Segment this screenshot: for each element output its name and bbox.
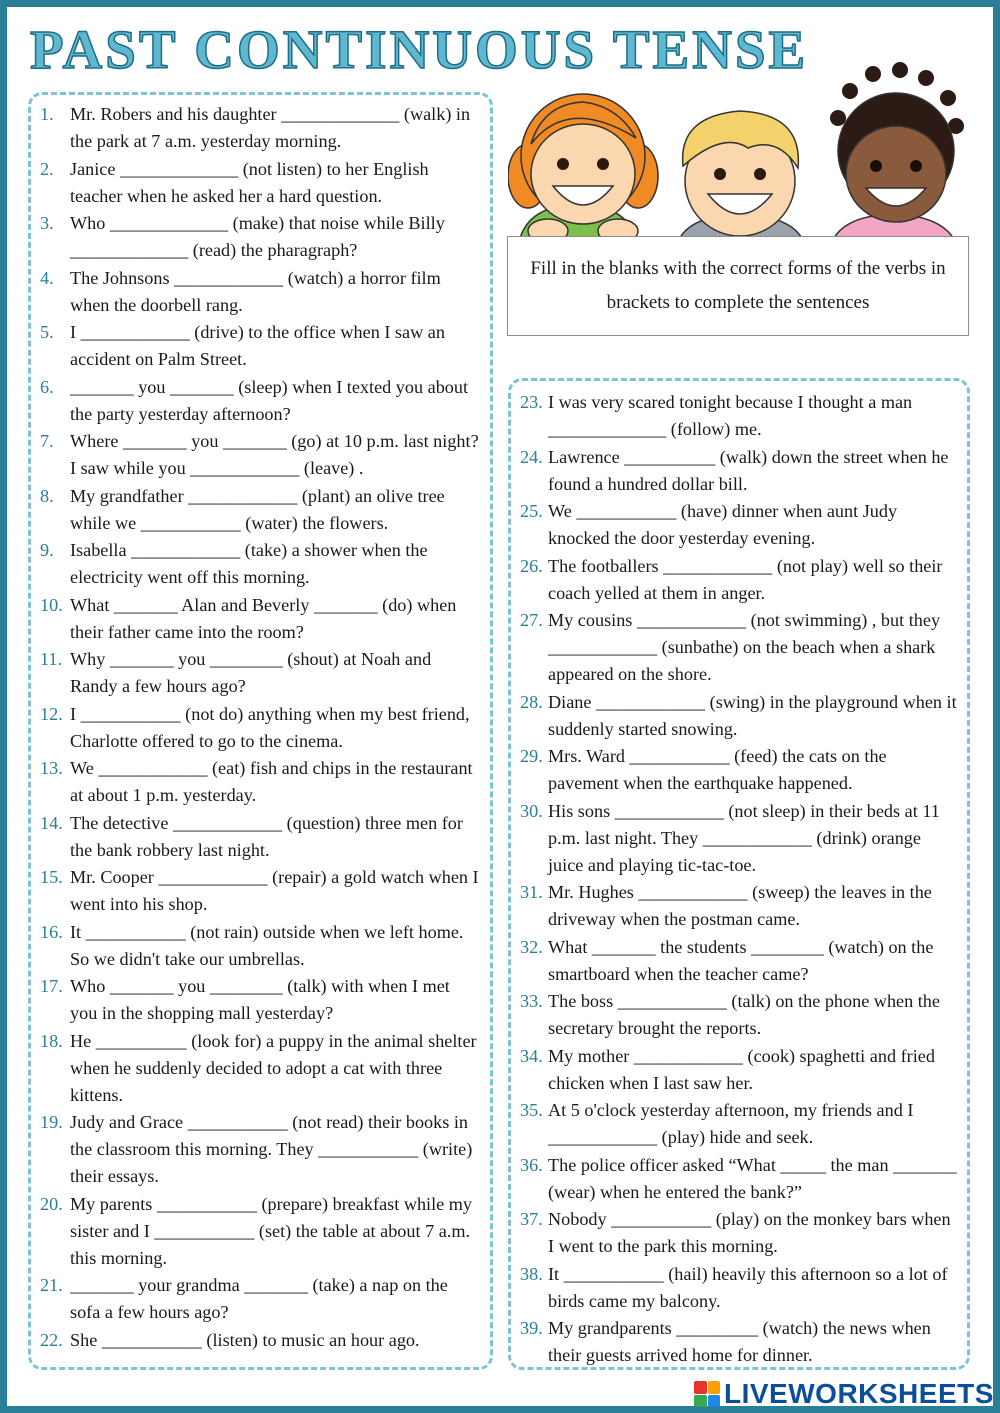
question-number: 38. [520,1263,543,1284]
question-text: We ____________ (eat) fish and chips in the restaurant at about 1 p.m. yesterday. [70,758,473,805]
question-number: 36. [520,1154,543,1175]
question-number: 10. [40,594,63,615]
boy-middle-figure [676,111,806,248]
question-item [40,1191,480,1272]
question-text: Mr. Robers and his daughter _____________ (walk) in the park at 7 a.m. yesterday morning. [70,104,471,151]
question-item [40,701,480,755]
question-number: 4. [40,267,54,288]
question-item [40,919,480,973]
question-number: 27. [520,610,543,630]
question-number: 1. [40,104,54,124]
question-item [520,1097,960,1151]
question-item [40,210,480,264]
question-number: 14. [40,812,63,833]
question-item [40,1327,480,1354]
question-number: 22. [40,1329,63,1350]
question-item [40,1109,480,1190]
question-item [40,156,480,210]
question-number: 31. [520,882,543,902]
question-number: 6. [40,376,54,397]
question-text: The boss ____________ (talk) on the phone when the secretary brought the reports. [548,991,940,1038]
question-text: What _______ Alan and Beverly _______ (do) when their father came into the room? [70,594,457,642]
worksheet-title: PAST CONTINUOUS TENSE [30,19,809,80]
question-text: Why _______ you ________ (shout) at Noah and Randy a few hours ago? [70,649,432,696]
question-item [520,743,960,797]
question-text: The Johnsons ____________ (watch) a horror film when the doorbell rang. [70,267,441,315]
question-text: His sons ____________ (not sleep) in their beds at 11 p.m. last night. They ____________ (drink) orange juice and playing tic-tac-toe. [548,800,940,875]
question-item [40,592,480,646]
question-text: Mr. Hughes ____________ (sweep) the leaves in the driveway when the postman came. [548,882,932,929]
question-number: 28. [520,691,543,712]
question-number: 12. [40,703,63,724]
question-text: _______ you _______ (sleep) when I texted you about the party yesterday afternoon? [70,376,469,424]
question-item [40,374,480,428]
question-number: 21. [40,1275,63,1295]
question-text: It ___________ (hail) heavily this afternoon so a lot of birds came my balcony. [548,1263,948,1311]
question-item [40,646,480,700]
left-question-list [40,101,480,1354]
question-item [520,1152,960,1206]
question-number: 7. [40,431,54,451]
question-number: 29. [520,746,543,766]
question-item [40,537,480,591]
question-text: The footballers ____________ (not play) well so their coach yelled at them in anger. [548,555,943,603]
question-text: My grandparents _________ (watch) the news when their guests arrived home for dinner. [548,1318,931,1365]
question-item [520,444,960,498]
question-item [40,755,480,809]
question-text: Janice _____________ (not listen) to her English teacher when he asked her a hard question. [70,158,429,206]
question-item [520,934,960,988]
question-number: 2. [40,158,54,179]
question-text: At 5 o'clock yesterday afternoon, my friends and I ____________ (play) hide and seek. [548,1100,914,1147]
question-item [520,879,960,933]
question-item [40,319,480,373]
question-number: 18. [40,1030,63,1051]
question-item [40,265,480,319]
question-item [40,973,480,1027]
question-text: Lawrence __________ (walk) down the street when he found a hundred dollar bill. [548,446,949,494]
question-text: It ___________ (not rain) outside when we left home. So we didn't take our umbrellas. [70,921,464,969]
question-number: 20. [40,1193,63,1214]
question-text: Nobody ___________ (play) on the monkey bars when I went to the park this morning. [548,1209,951,1256]
question-item [520,1315,960,1369]
question-text: The detective ____________ (question) three men for the bank robbery last night. [70,812,463,860]
question-item [40,101,480,155]
question-text: I ____________ (drive) to the office when I saw an accident on Palm Street. [70,322,445,369]
question-item [520,689,960,743]
question-text: My cousins ____________ (not swimming) , but they ____________ (sunbathe) on the beach when a shark appeared on the shore. [548,610,941,684]
girl-right-figure [830,62,964,248]
question-number: 24. [520,446,543,467]
question-number: 32. [520,936,543,957]
question-number: 34. [520,1045,543,1066]
question-number: 25. [520,501,543,521]
question-number: 33. [520,991,543,1011]
question-text: Judy and Grace ___________ (not read) their books in the classroom this morning. They ___________ (write) their essays. [70,1112,473,1186]
question-item [40,483,480,537]
question-number: 8. [40,485,54,506]
question-text: My grandfather ____________ (plant) an olive tree while we ___________ (water) the flowers. [70,485,445,533]
question-number: 35. [520,1100,543,1120]
question-item [520,607,960,688]
question-number: 19. [40,1112,63,1132]
question-item [40,864,480,918]
question-text: Mr. Cooper ____________ (repair) a gold watch when I went into his shop. [70,867,479,914]
question-text: Isabella ____________ (take) a shower when the electricity went off this morning. [70,540,428,587]
question-item [40,428,480,482]
question-item [40,1028,480,1109]
question-item [520,988,960,1042]
question-item [520,1261,960,1315]
question-text: My parents ___________ (prepare) breakfast while my sister and I ___________ (set) the table at about 7 a.m. this morning. [70,1193,473,1268]
question-text: _______ your grandma _______ (take) a nap on the sofa a few hours ago? [70,1275,448,1322]
right-question-list [520,389,960,1370]
question-text: She ___________ (listen) to music an hour ago. [70,1329,420,1350]
question-item [520,498,960,552]
question-number: 23. [520,392,543,412]
instructions-box: Fill in the blanks with the correct forms of the verbs in brackets to complete the sentences [507,236,969,336]
question-text: Mrs. Ward ___________ (feed) the cats on the pavement when the earthquake happened. [548,746,887,793]
question-text: I was very scared tonight because I thought a man _____________ (follow) me. [548,392,913,439]
question-text: Who _______ you ________ (talk) with when I met you in the shopping mall yesterday? [70,976,450,1023]
question-number: 15. [40,867,63,887]
question-number: 16. [40,921,63,942]
question-number: 39. [520,1318,543,1338]
question-text: Who _____________ (make) that noise while Billy _____________ (read) the pharagraph? [70,213,445,260]
question-text: We ___________ (have) dinner when aunt Judy knocked the door yesterday evening. [548,501,898,548]
question-number: 30. [520,800,543,821]
question-text: What _______ the students ________ (watch) on the smartboard when the teacher came? [548,936,934,984]
question-number: 37. [520,1209,543,1229]
question-text: My mother ____________ (cook) spaghetti and fried chicken when I last saw her. [548,1045,935,1093]
question-text: The police officer asked “What _____ the man _______ (wear) when he entered the bank?” [548,1154,957,1202]
question-item [520,553,960,607]
question-text: He __________ (look for) a puppy in the animal shelter when he suddenly decided to adopt a cat with three kittens. [70,1030,477,1105]
question-number: 9. [40,540,54,560]
liveworksheets-logo [694,1377,994,1411]
question-number: 26. [520,555,543,576]
question-number: 11. [40,649,63,669]
girl-left-figure [508,94,658,248]
question-number: 13. [40,758,63,778]
question-item [520,798,960,879]
question-number: 17. [40,976,63,996]
question-item [520,1043,960,1097]
children-illustration [508,56,970,248]
question-number: 3. [40,213,54,233]
question-item [520,1206,960,1260]
question-text: Diane ____________ (swing) in the playground when it suddenly started snowing. [548,691,957,739]
question-text: I ___________ (not do) anything when my best friend, Charlotte offered to go to the cinema. [70,703,470,751]
question-item [40,1272,480,1326]
question-item [40,810,480,864]
logo-mark-icon [694,1381,720,1407]
question-number: 5. [40,322,54,342]
question-item [520,389,960,443]
question-text: Where _______ you _______ (go) at 10 p.m. last night? I saw while you ____________ (leave) . [70,431,479,478]
logo-text: LIVEWORKSHEETS [724,1378,994,1409]
